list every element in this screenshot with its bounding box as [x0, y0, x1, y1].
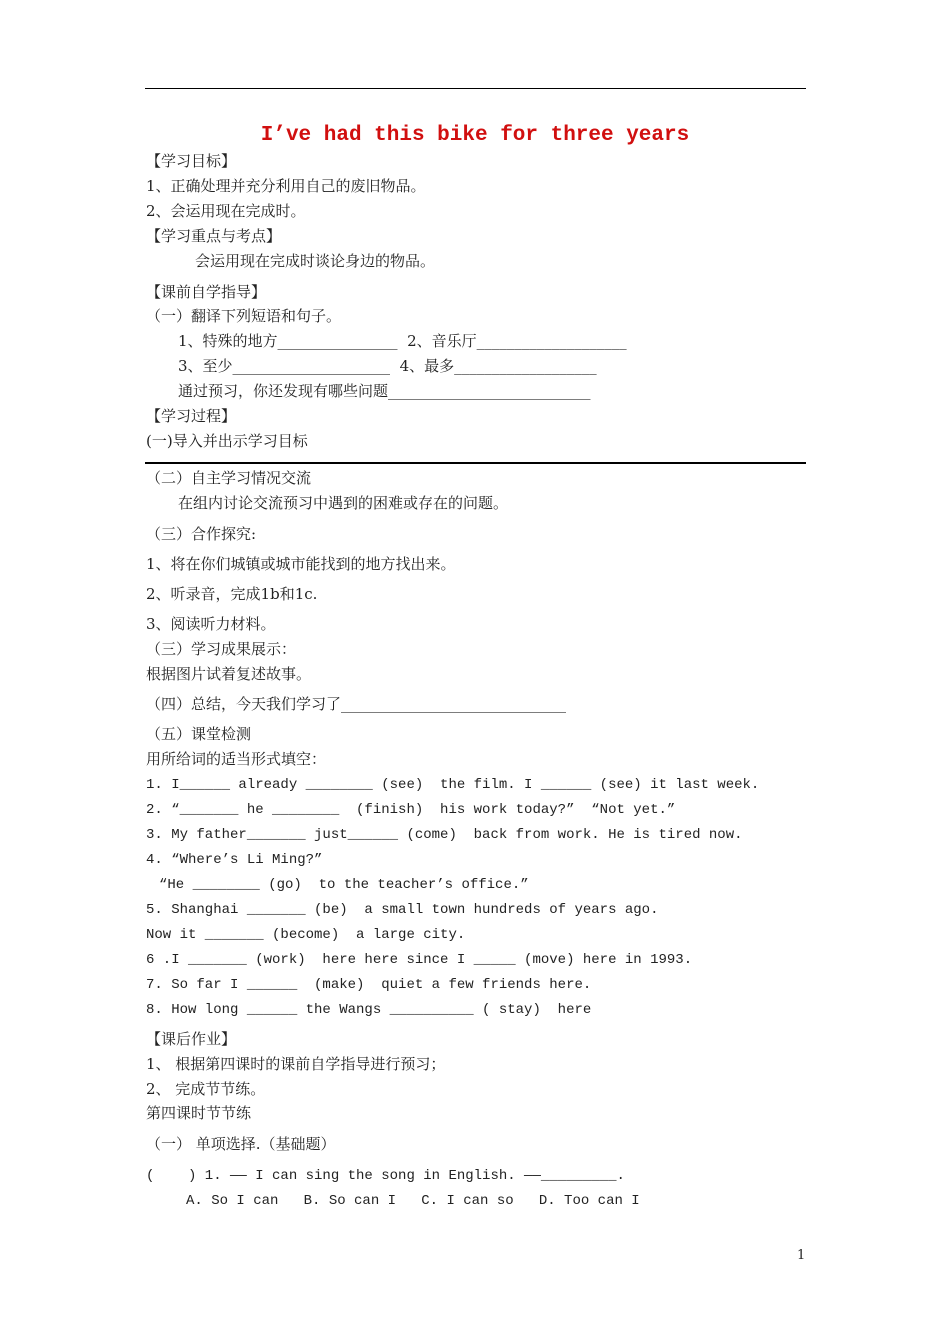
exercise-1: 1. I______ already ________ (see) the film. I ______ (see) it last week. [146, 777, 760, 793]
translate-row-1: 1、特殊的地方________________ 2、音乐厅____________________ [178, 332, 627, 350]
translate-row-2: 3、至少_____________________ 4、最多___________________ [178, 357, 597, 375]
heading-self-study: 【课前自学指导】 [146, 283, 267, 301]
practice-heading: 第四课时节节练 [146, 1104, 252, 1122]
section-show: （三）学习成果展示： [146, 640, 297, 658]
exercise-8: 8. How long ______ the Wangs __________ ( stay) here [146, 1002, 592, 1018]
exercise-4-answer: “He ________ (go) to the teacher’s office.” [159, 877, 529, 893]
exercise-6: 6 .I _______ (work) here here since I _____ (move) here in 1993. [146, 952, 693, 968]
section-check: （五）课堂检测 [146, 725, 252, 743]
cooperate-3: 3、阅读听力材料。 [146, 615, 276, 633]
show-text: 根据图片试着复述故事。 [146, 665, 312, 683]
section-summary: （四）总结，今天我们学习了______________________________ [146, 695, 567, 713]
exercise-3: 3. My father_______ just______ (come) back from work. He is tired now. [146, 827, 743, 843]
choice-question-1: ( ) 1. —— I can sing the song in English. ——_________. [146, 1168, 625, 1184]
exercise-5-cont: Now it _______ (become) a large city. [146, 927, 466, 943]
homework-1: 1、 根据第四课时的课前自学指导进行预习； [146, 1055, 446, 1073]
cooperate-1: 1、将在你们城镇或城市能找到的地方找出来。 [146, 555, 456, 573]
heading-goals: 【学习目标】 [146, 152, 237, 170]
exercise-2: 2. “_______ he ________ (finish) his work today?” “Not yet.” [146, 802, 676, 818]
section-exchange: （二）自主学习情况交流 [146, 469, 312, 487]
section-translate: （一）翻译下列短语和句子。 [146, 307, 342, 325]
cooperate-2: 2、听录音，完成1b和1c. [146, 585, 318, 603]
preview-question: 通过预习，你还发现有哪些问题___________________________ [178, 382, 591, 400]
heading-key-points: 【学习重点与考点】 [146, 227, 282, 245]
section-choice: （一） 单项选择.（基础题） [146, 1135, 336, 1153]
top-rule [145, 88, 806, 89]
goal-1: 1、正确处理并充分利用自己的废旧物品。 [146, 177, 426, 195]
exercise-4: 4. “Where’s Li Ming?” [146, 852, 323, 868]
choice-options-1: A. So I can B. So can I C. I can so D. Too can I [186, 1193, 640, 1209]
goal-2: 2、会运用现在完成时。 [146, 202, 306, 220]
heading-homework: 【课后作业】 [146, 1030, 237, 1048]
page-number: 1 [797, 1248, 806, 1263]
homework-2: 2、 完成节节练。 [146, 1080, 266, 1098]
key-point: 会运用现在完成时谈论身边的物品。 [195, 252, 436, 270]
section-divider [145, 462, 806, 464]
process-intro: (一)导入并出示学习目标 [146, 432, 308, 450]
heading-process: 【学习过程】 [146, 407, 237, 425]
exercise-7: 7. So far I ______ (make) quiet a few friends here. [146, 977, 592, 993]
exchange-text: 在组内讨论交流预习中遇到的困难或存在的问题。 [178, 494, 509, 512]
document-title: I’ve had this bike for three years [260, 124, 690, 147]
exercise-5: 5. Shanghai _______ (be) a small town hundreds of years ago. [146, 902, 659, 918]
check-instruction: 用所给词的适当形式填空： [146, 750, 327, 768]
section-cooperate: （三）合作探究: [146, 525, 257, 543]
